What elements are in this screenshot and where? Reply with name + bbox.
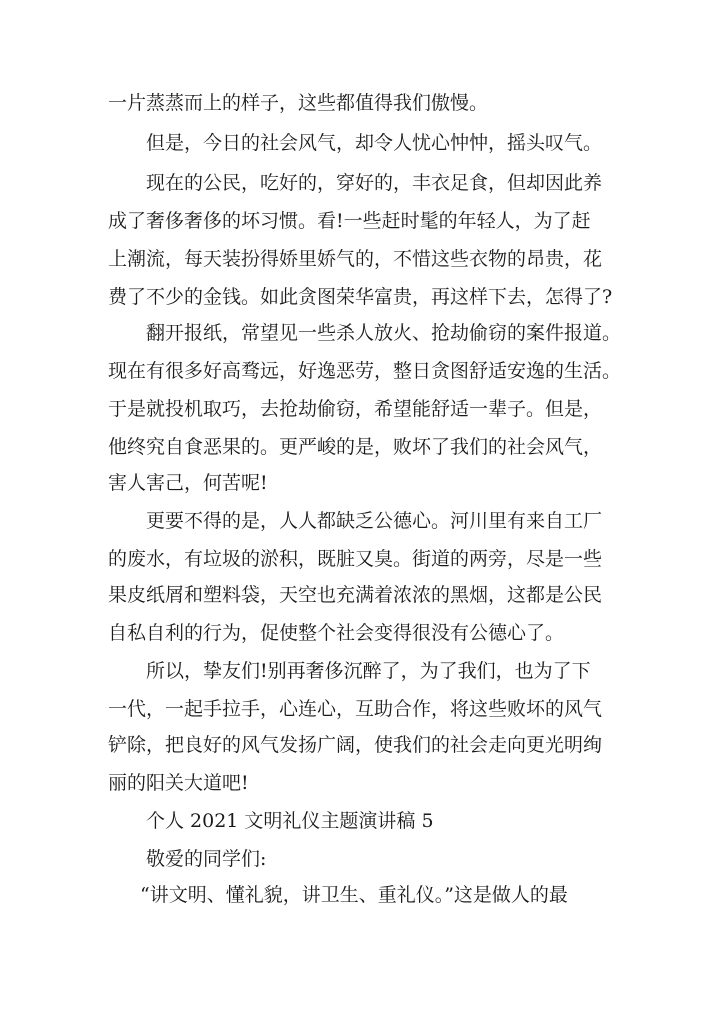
text-line: 更要不得的是，人人都缺乏公德心。河川里有来自工厂: [146, 510, 603, 532]
text-line: 果皮纸屑和塑料袋，天空也充满着浓浓的黑烟，这都是公民: [108, 584, 603, 606]
text-line: 但是，今日的社会风气，却令人忧心忡忡，摇头叹气。: [146, 132, 603, 154]
text-line: 所以，挚友们!别再奢侈沉醉了，为了我们，也为了下: [146, 660, 591, 682]
text-line: 翻开报纸，常望见一些杀人放火、抢劫偷窃的案件报道。: [146, 322, 622, 344]
text-line: 的废水，有垃圾的淤积，既脏又臭。街道的两旁，尽是一些: [108, 548, 603, 570]
text-line: 现在有很多好高骛远，好逸恶劳，整日贪图舒适安逸的生活。: [108, 360, 622, 382]
text-line: 他终究自食恶果的。更严峻的是，败坏了我们的社会风气，: [108, 436, 603, 458]
text-line: “讲文明、懂礼貌，讲卫生、重礼仪。”这是做人的最: [140, 884, 568, 906]
text-line: 现在的公民，吃好的，穿好的，丰衣足食，但却因此养: [146, 172, 603, 194]
text-line: 铲除，把良好的风气发扬广阔，使我们的社会走向更光明绚: [108, 734, 603, 756]
text-line: 自私自利的行为，促使整个社会变得很没有公德心了。: [108, 622, 565, 644]
text-line: 成了奢侈奢侈的坏习惯。看!一些赶时髦的年轻人，为了赶: [108, 210, 591, 232]
text-line: 丽的阳关大道吧!: [108, 772, 249, 794]
text-line: 害人害己，何苦呢!: [108, 472, 268, 494]
text-line: 上潮流，每天装扮得娇里娇气的，不惜这些衣物的昂贵，花: [108, 248, 603, 270]
text-line: 一代，一起手拉手，心连心，互助合作，将这些败坏的风气: [108, 698, 603, 720]
salutation: 敬爱的同学们:: [146, 848, 267, 870]
text-line: 一片蒸蒸而上的样子，这些都值得我们傲慢。: [108, 92, 489, 114]
text-line: 于是就投机取巧，去抢劫偷窃，希望能舒适一辈子。但是，: [108, 398, 603, 420]
text-line: 费了不少的金钱。如此贪图荣华富贵，再这样下去，怎得了?: [108, 286, 613, 308]
section-heading: 个人 2021 文明礼仪主题演讲稿 5: [146, 810, 434, 832]
